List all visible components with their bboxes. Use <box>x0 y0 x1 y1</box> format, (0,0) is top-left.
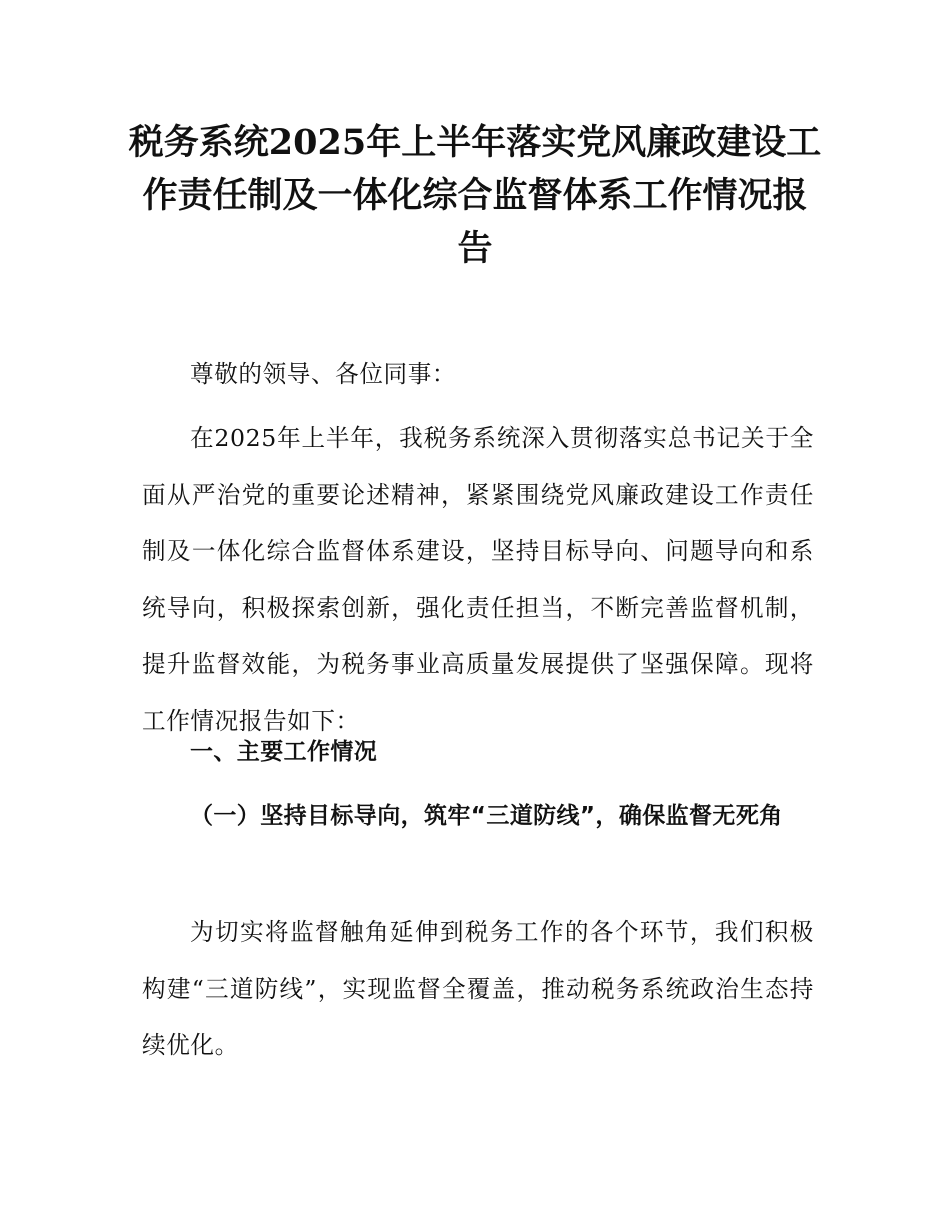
subsection-heading: （一）坚持目标导向，筑牢“三道防线”，确保监督无死角 <box>190 803 783 829</box>
section-heading: 一、主要工作情况 <box>190 739 378 765</box>
intro-paragraph: 在2025年上半年，我税务系统深入贯彻落实总书记关于全面从严治党的重要论述精神，紧紧围绕党风廉政建设工作责任制及一体化综合监督体系建设，坚持目标导向、问题导向和系统导向，积极探索创新，强化责任担当，不断完善监督机制，提升监督效能，为税务事业高质量发展提供了坚强保障。现将工作情况报告如下： <box>142 424 814 735</box>
subsection-paragraph: 为切实将监督触角延伸到税务工作的各个环节，我们积极构建“三道防线”，实现监督全覆盖，推动税务系统政治生态持续优化。 <box>142 918 814 1059</box>
document-title: 税务系统2025年上半年落实党风廉政建设工 作责任制及一体化综合监督体系工作情况报 告 <box>128 122 822 269</box>
salutation: 尊敬的领导、各位同事： <box>190 360 457 388</box>
